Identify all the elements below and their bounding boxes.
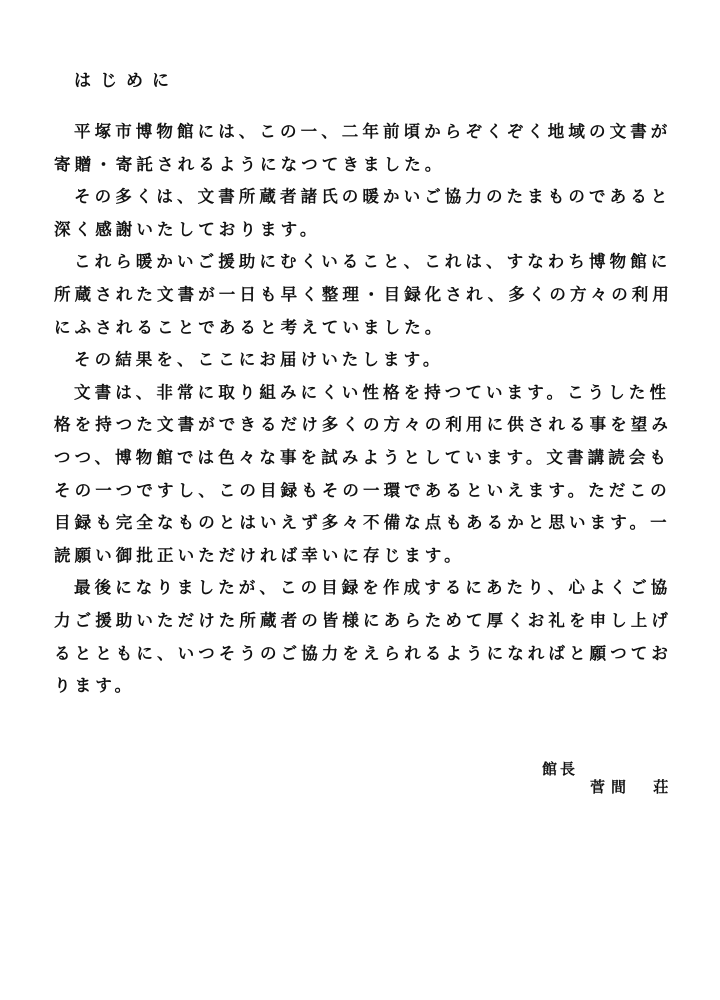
text-line: 力ご援助いただけた所蔵者の皆様にあらためて厚くお礼を申し上げ xyxy=(54,610,672,630)
document-title: はじめに xyxy=(74,71,178,91)
text-line: ります。 xyxy=(54,676,136,696)
text-line: 深く感謝いたしております。 xyxy=(54,219,321,239)
text-line: 寄贈・寄託されるようになつてきました。 xyxy=(54,154,446,174)
text-line: その結果を、ここにお届けいたします。 xyxy=(74,350,444,370)
text-line: 所蔵された文書が一日も早く整理・目録化され、多くの方々の利用 xyxy=(54,284,673,304)
text-line: その多くは、文書所蔵者諸氏の暖かいご協力のたまものであると xyxy=(74,187,672,207)
text-line: これら暖かいご援助にむくいること、これは、すなわち博物館に xyxy=(74,252,672,272)
text-line: 最後になりましたが、この目録を作成するにあたり、心よくご協 xyxy=(74,578,672,598)
text-line: つつ、博物館では色々な事を試みようとしています。文書講読会も xyxy=(54,447,671,467)
text-line: にふされることであると考えていました。 xyxy=(54,317,446,337)
signature-name: 菅間 荘 xyxy=(590,778,675,796)
text-line: 目録も完全なものとはいえず多々不備な点もあるかと思います。一 xyxy=(54,513,671,533)
signature-title: 館長 xyxy=(542,760,579,778)
text-line: るとともに、いつそうのご協力をえられるようになればと願つてお xyxy=(54,643,672,663)
text-line: 格を持つた文書ができるだけ多くの方々の利用に供される事を望み xyxy=(54,415,672,435)
text-line: 平塚市博物館には、この一、二年前頃からぞくぞく地域の文書が xyxy=(74,122,672,141)
text-line: その一つですし、この目録もその一環であるといえます。ただこの xyxy=(54,480,671,500)
text-line: 読願い御批正いただければ幸いに存じます。 xyxy=(54,545,465,565)
document-body xyxy=(54,116,674,703)
text-line: 文書は、非常に取り組みにくい性格を持つています。こうした性 xyxy=(74,382,671,402)
